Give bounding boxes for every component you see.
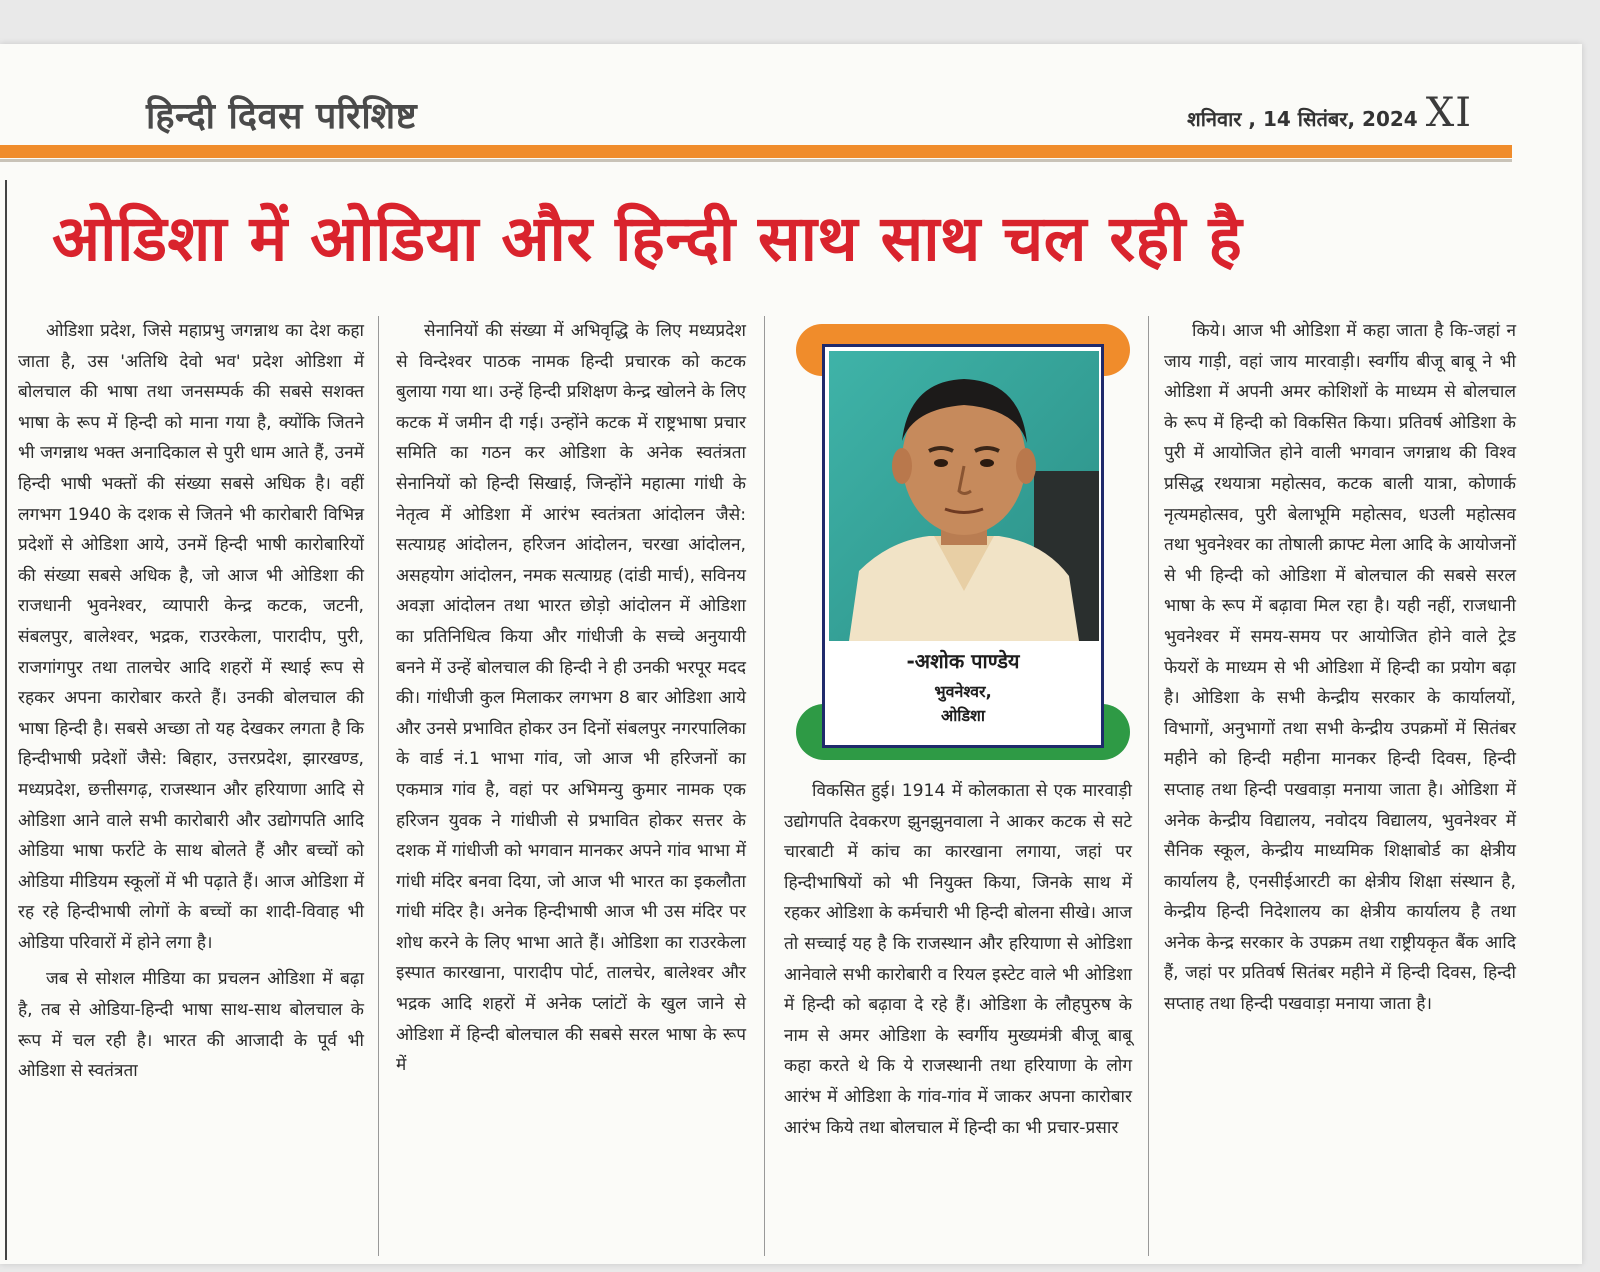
paragraph: जब से सोशल मीडिया का प्रचलन ओडिशा में बढ़ा है, तब से ओडिया-हिन्दी भाषा साथ-साथ बोलचाल के रूप में चल रही है। भारत की आजादी के पूर्व भी ओडिशा से स्वतंत्रता [18,969,364,1082]
left-border-rule [5,180,7,1260]
author-portrait [829,351,1099,641]
header-rule-grey [0,159,1512,162]
column-divider [1148,316,1149,1256]
paragraph: ओडिशा प्रदेश, जिसे महाप्रभु जगन्नाथ का देश कहा जाता है, उस 'अतिथि देवो भव' प्रदेश ओडिशा में बोलचाल की भाषा तथा जनसम्पर्क की सबसे सशक्त भाषा के रूप में हिन्दी को माना गया है, क्योंकि जितने भी जगन्नाथ भक्त अनादिकाल से पुरी धाम आते हैं, उनमें हिन्दी भाषी भक्तों की संख्या सबसे अधिक है। वहीं लगभग 1940 के दशक से जितने भी कारोबारी विभिन्न प्रदेशों से ओडिशा आये, उनमें हिन्दी भाषी कारोबारियों की संख्या सबसे अधिक है, जो आज भी ओडिशा की राजधानी भुवनेश्वर, व्यापारी केन्द्र कटक, जटनी, संबलपुर, बालेश्वर, भद्रक, राउरकेला, पारादीप, पुरी, राजगांगपुर तथा तालचेर आदि शहरों में स्थाई रूप से रहकर अपना कारोबार करते हैं। उनकी बोलचाल की भाषा हिन्दी है। सबसे अच्छा तो यह देखकर लगता है कि हिन्दीभाषी प्रदेशों जैसे: बिहार, उत्तरप्रदेश, झारखण्ड, मध्यप्रदेश, छत्तीसगढ़, राजस्थान और हरियाणा आदि से ओडिशा आने वाले सभी कारोबारी और उद्योगपति आदि ओडिया भाषा फर्राटे के साथ बोलते हैं और बच्चों को ओडिया मीडियम स्कूलों में भी पढ़ाते हैं। आज ओडिशा में रह रहे हिन्दीभाषी लोगों के बच्चों का शादी-विवाह भी ओडिया परिवारों में होने लगा है। [18,321,364,953]
section-title: हिन्दी दिवस परिशिष्ट [146,96,418,137]
article-column-4 [1164,316,1516,1256]
header-rule-orange [0,145,1512,158]
paragraph: विकसित हुई। 1914 में कोलकाता से एक मारवाड़ी उद्योगपति देवकरण झुनझुनवाला ने आकर कटक से सटे चारबाटी में कांच का कारखाना लगाया, जहां पर हिन्दीभाषियों को भी नियुक्त किया, जिनके साथ में रहकर ओडिशा के कर्मचारी भी हिन्दी बोलना सीखे। आज तो सच्चाई यह है कि राजस्थान और हरियाणा से ओडिशा आनेवाले सभी कारोबारी व रियल इस्टेट वाले भी ओडिशा में हिन्दी को बढ़ावा दे रहे हैं। ओडिशा के लौहपुरुष के नाम से अमर ओडिशा के स्वर्गीय मुख्यमंत्री बीजू बाबू कहा करते थे कि ये राजस्थानी तथा हरियाणा के लोग आरंभ में ओडिशा के गांव-गांव में जाकर अपना कारोबार आरंभ किये तथा बोलचाल में हिन्दी का भी प्रचार-प्रसार [784,781,1132,1138]
article-column-1 [18,316,364,1256]
newspaper-page [0,44,1582,1264]
dateline [1187,90,1472,136]
headline: ओडिशा में ओडिया और हिन्दी साथ साथ चल रही है [52,202,1243,275]
paragraph: सेनानियों की संख्या में अभिवृद्धि के लिए मध्यप्रदेश से विन्देश्वर पाठक नामक हिन्दी प्रचारक को कटक बुलाया गया था। उन्हें हिन्दी प्रशिक्षण केन्द्र खोलने के लिए कटक में जमीन दी गई। उन्होंने कटक में राष्ट्रभाषा प्रचार समिति का गठन कर ओडिशा के अनेक स्वतंत्रता सेनानियों को हिन्दी सिखाई, जिन्होंने महात्मा गांधी के नेतृत्व में ओडिशा में आरंभ स्वतंत्रता आंदोलन जैसे: सत्याग्रह आंदोलन, हरिजन आंदोलन, चरखा आंदोलन, असहयोग आंदोलन, नमक सत्याग्रह (दांडी मार्च), सविनय अवज्ञा आंदोलन तथा भारत छोड़ो आंदोलन में ओडिशा का प्रतिनिधित्व किया और गांधीजी के सच्चे अनुयायी बनने में उन्हें बोलचाल की हिन्दी ने ही उनकी भरपूर मदद की। गांधीजी कुल मिलाकर लगभग 8 बार ओडिशा आये और उनसे प्रभावित होकर उन दिनों संबलपुर नगरपालिका के वार्ड नं.1 भाभा गांव, जो आज भी हरिजनों का एकमात्र गांव है, वहां पर अभिमन्यु कुमार नामक एक हरिजन युवक ने गांधीजी से प्रभावित होकर सत्तर के दशक में गांधीजी को भगवान मानकर अपने गांव भाभा में गांधी मंदिर बनवा दिया, जो आज भी भारत का इकलौता गांधी मंदिर है। अनेक हिन्दीभाषी आज भी उस मंदिर पर शोध करने के लिए भाभा आते हैं। ओडिशा का राउरकेला इस्पात कारखाना, पारादीप पोर्ट, तालचेर, बालेश्वर और भद्रक आदि शहरों में अनेक प्लांटों के खुल जाने से ओडिशा में हिन्दी बोलचाल की सबसे सरल भाषा के रूप में [396,321,746,1076]
author-caption [825,647,1101,728]
author-photo-frame [822,344,1104,748]
paragraph: किये। आज भी ओडिशा में कहा जाता है कि-जहां न जाय गाड़ी, वहां जाय मारवाड़ी। स्वर्गीय बीजू बाबू ने भी ओडिशा में अपनी अमर कोशिशों के माध्यम से बोलचाल के रूप में हिन्दी को विकसित किया। प्रतिवर्ष ओडिशा के पुरी में आयोजित होने वाली भगवान जगन्नाथ की विश्व प्रसिद्ध रथयात्रा महोत्सव, कटक बाली यात्रा, कोणार्क नृत्यमहोत्सव, पुरी बेलाभूमि महोत्सव, धउली महोत्सव तथा भुवनेश्वर का तोषाली क्राफ्ट मेला आदि के आयोजनों से भी हिन्दी को ओडिशा में बोलचाल की सबसे सरल भाषा के रूप में बढ़ावा मिल रहा है। यही नहीं, राजधानी भुवनेश्वर में समय-समय पर आयोजित होने वाले ट्रेड फेयरों के माध्यम से भी ओडिशा में हिन्दी का प्रयोग बढ़ा है। ओडिशा के सभी केन्द्रीय सरकार के कार्यालयों, विभागों, अनुभागों तथा सभी केन्द्रीय उपक्रमों में सितंबर महीने को हिन्दी महीना मानकर हिन्दी दिवस, हिन्दी सप्ताह तथा हिन्दी पखवाड़ा मनाया जाता है। ओडिशा में अनेक केन्द्रीय विद्यालय, नवोदय विद्यालय, भुवनेश्वर में सैनिक स्कूल, केन्द्रीय माध्यमिक शिक्षाबोर्ड का क्षेत्रीय कार्यालय है, एनसीईआरटी का क्षेत्रीय शिक्षा संस्थान है, केन्द्रीय हिन्दी निदेशालय का क्षेत्रीय कार्यालय है तथा अनेक केन्द्र सरकार के उपक्रम तथा राष्ट्रीयकृत बैंक आदि हैं, जहां पर प्रतिवर्ष सितंबर महीने में हिन्दी दिवस, हिन्दी सप्ताह तथा हिन्दी पखवाड़ा मनाया जाता है। [1164,321,1516,1015]
author-name: -अशोक पाण्डेय [906,649,1020,673]
column-divider [764,316,765,1256]
column-divider [378,316,379,1256]
author-city: भुवनेश्वर, [934,682,992,701]
issue-date: शनिवार , 14 सितंबर, 2024 [1187,107,1418,131]
article-column-2 [396,316,746,1256]
author-photo-block [796,324,1130,764]
page-number: XI [1425,90,1472,136]
author-state: ओडिशा [940,706,986,725]
article-column-3 [784,776,1132,1256]
